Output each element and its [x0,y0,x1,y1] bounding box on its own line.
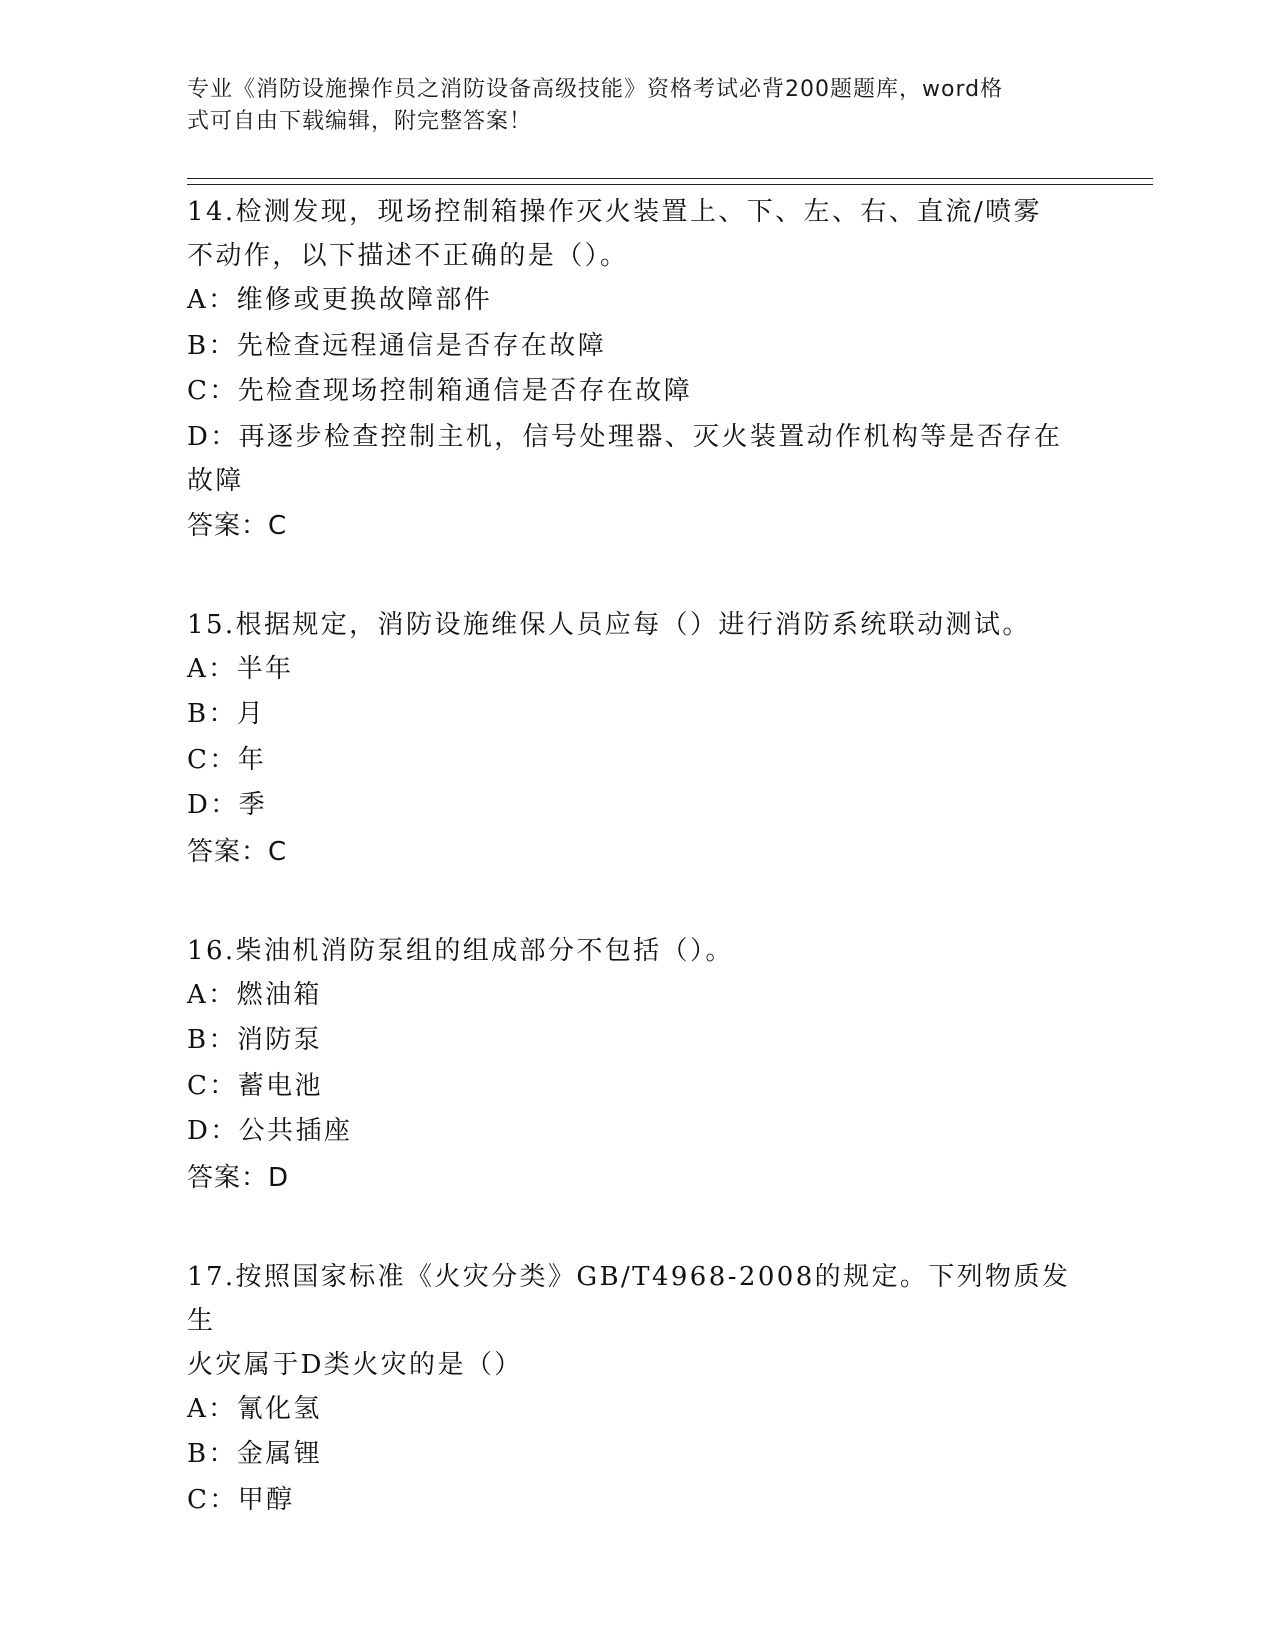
question-stem: 14.检测发现，现场控制箱操作灭火装置上、下、左、右、直流/喷雾 [187,197,1042,227]
header-divider-top [187,178,1153,179]
option-c: C：年 [187,744,267,775]
question-stem-continued: 不动作，以下描述不正确的是（）。 [187,241,629,271]
question-14 [187,190,1087,549]
option-b: B：先检查远程通信是否存在故障 [187,330,607,361]
option-a: A：维修或更换故障部件 [187,285,493,315]
header-divider-bottom [187,184,1153,185]
option-d: D：公共插座 [187,1116,353,1146]
option-d-continued: 故障 [187,465,244,496]
option-b: B：月 [187,699,266,729]
spacer [187,1201,1087,1255]
option-c: C：甲醇 [187,1484,295,1515]
option-c: C：蓄电池 [187,1070,323,1101]
option-a: A：燃油箱 [187,979,322,1010]
answer: 答案：D [187,1162,290,1193]
option-a: A：半年 [187,653,294,684]
spacer [187,875,1087,929]
header-line-1: 专业《消防设施操作员之消防设备高级技能》资格考试必背200题题库，word格 [187,77,1004,102]
option-c: C：先检查现场控制箱通信是否存在故障 [187,376,693,406]
answer: 答案：C [187,510,288,541]
answer: 答案：C [187,836,288,867]
option-b: B：金属锂 [187,1439,323,1469]
question-17 [187,1255,1087,1524]
option-d: D：再逐步检查控制主机，信号处理器、灭火装置动作机构等是否存在 [187,421,1063,452]
question-stem-continued: 火灾属于D类火灾的是（） [187,1349,523,1380]
question-stem: 16.柴油机消防泵组的组成部分不包括（）。 [187,935,734,966]
question-15 [187,603,1087,875]
question-stem: 17.按照国家标准《火灾分类》GB/T4968-2008的规定。下列物质发生 [187,1261,1071,1336]
question-stem: 15.根据规定，消防设施维保人员应每（）进行消防系统联动测试。 [187,609,1031,640]
document-header [187,74,1067,138]
option-a: A：氰化氢 [187,1393,322,1424]
option-b: B：消防泵 [187,1025,323,1055]
header-line-2: 式可自由下载编辑，附完整答案！ [187,109,533,134]
question-16 [187,929,1087,1201]
spacer [187,549,1087,603]
option-d: D：季 [187,790,268,820]
question-list [187,190,1087,1523]
